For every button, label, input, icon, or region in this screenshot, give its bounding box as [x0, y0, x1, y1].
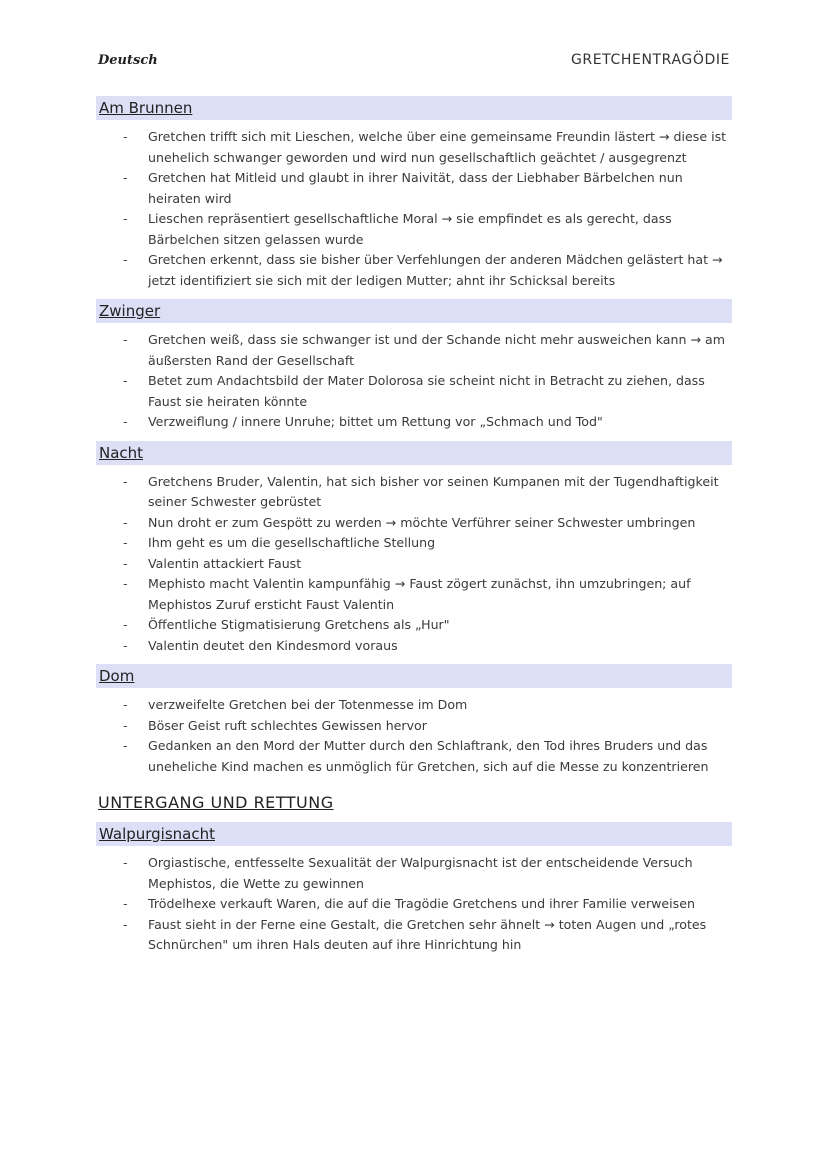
list-item: - Nun droht er zum Gespött zu werden → möchte Verführer seiner Schwester umbringen: [96, 513, 732, 534]
list-item: - Gretchen erkennt, dass sie bisher über Verfehlungen der anderen Mädchen gelästert hat → jetzt identifiziert sie sich mit der ledigen Mutter; ahnt ihr Schicksal bereits: [96, 250, 732, 291]
list-item: - Trödelhexe verkauft Waren, die auf die Tragödie Gretchens und ihrer Familie verweisen: [96, 894, 732, 915]
part-heading: UNTERGANG UND RETTUNG: [98, 793, 334, 812]
topic-title: GRETCHENTRAGÖDIE: [570, 52, 730, 68]
list-item: - Öffentliche Stigmatisierung Gretchens als „Hur": [96, 615, 732, 636]
list-item: - verzweifelte Gretchen bei der Totenmesse im Dom: [96, 695, 732, 716]
section-list-dom: [96, 695, 732, 777]
list-item: - Verzweiflung / innere Unruhe; bittet um Rettung vor „Schmach und Tod": [96, 412, 732, 433]
list-item: - Orgiastische, entfesselte Sexualität der Walpurgisnacht ist der entscheidende Versuch Mephistos, die Wette zu gewinnen: [96, 853, 732, 894]
section-heading-am-brunnen: Am Brunnen: [96, 96, 732, 120]
list-item: - Valentin attackiert Faust: [96, 554, 732, 575]
list-item: - Valentin deutet den Kindesmord voraus: [96, 636, 732, 657]
subject-label: Deutsch: [98, 53, 158, 68]
list-item: - Ihm geht es um die gesellschaftliche Stellung: [96, 533, 732, 554]
list-item: - Gretchen trifft sich mit Lieschen, welche über eine gemeinsame Freundin lästert → diese ist unehelich schwanger geworden und wird nun gesellschaftlich geächtet / ausgegrenzt: [96, 127, 732, 168]
section-heading-nacht: Nacht: [96, 441, 732, 465]
list-item: - Böser Geist ruft schlechtes Gewissen hervor: [96, 716, 732, 737]
list-item: - Betet zum Andachtsbild der Mater Dolorosa sie scheint nicht in Betracht zu ziehen, dass Faust sie heiraten könnte: [96, 371, 732, 412]
list-item: - Gedanken an den Mord der Mutter durch den Schlaftrank, den Tod ihres Bruders und das uneheliche Kind machen es unmöglich für Gretchen, sich auf die Messe zu konzentrieren: [96, 736, 732, 777]
section-heading-dom: Dom: [96, 664, 732, 688]
list-item: - Gretchens Bruder, Valentin, hat sich bisher vor seinen Kumpanen mit der Tugendhaftigkeit seiner Schwester gebrüstet: [96, 472, 732, 513]
section-list-nacht: [96, 472, 732, 657]
list-item: - Lieschen repräsentiert gesellschaftliche Moral → sie empfindet es als gerecht, dass Bärbelchen sitzen gelassen wurde: [96, 209, 732, 250]
section-list-am-brunnen: [96, 127, 732, 291]
list-item: - Gretchen hat Mitleid und glaubt in ihrer Naivität, dass der Liebhaber Bärbelchen nun heiraten wird: [96, 168, 732, 209]
notes-content: [96, 96, 732, 964]
section-heading-zwinger: Zwinger: [96, 299, 732, 323]
section-heading-walpurgisnacht: Walpurgisnacht: [96, 822, 732, 846]
section-list-zwinger: [96, 330, 732, 433]
section-list-walpurgisnacht: [96, 853, 732, 956]
list-item: - Gretchen weiß, dass sie schwanger ist und der Schande nicht mehr ausweichen kann → am äußersten Rand der Gesellschaft: [96, 330, 732, 371]
list-item: - Faust sieht in der Ferne eine Gestalt, die Gretchen sehr ähnelt → toten Augen und „rotes Schnürchen" um ihren Hals deuten auf ihre Hinrichtung hin: [96, 915, 732, 956]
list-item: - Mephisto macht Valentin kampunfähig → Faust zögert zunächst, ihn umzubringen; auf Mephistos Zuruf ersticht Faust Valentin: [96, 574, 732, 615]
